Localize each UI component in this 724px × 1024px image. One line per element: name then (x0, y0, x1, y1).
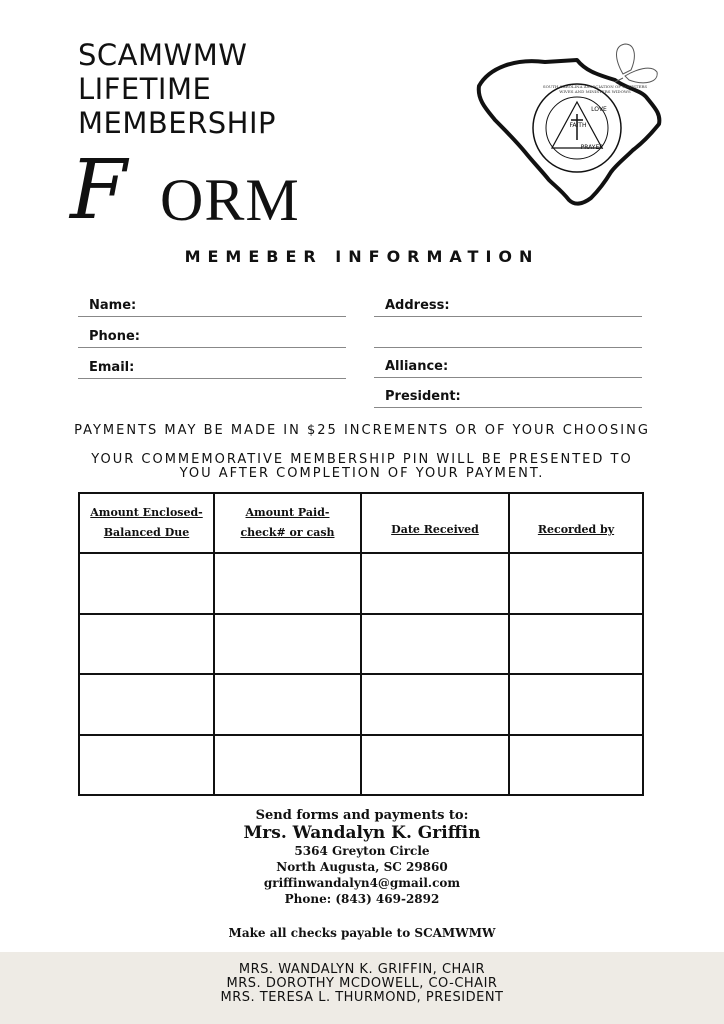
table-cell[interactable] (214, 553, 361, 613)
payment-table (78, 492, 644, 796)
col-amount-enclosed-header (79, 493, 214, 553)
col3-label: Date Received (391, 523, 479, 537)
table-cell[interactable] (361, 735, 509, 795)
seal-word-prayer: PRAYER (580, 144, 604, 151)
table-cell[interactable] (361, 553, 509, 613)
col1-line1: Amount Enclosed- (90, 506, 203, 520)
seal-word-love: LOVE (591, 106, 607, 113)
email-line[interactable] (78, 378, 346, 379)
table-row (79, 674, 643, 734)
seal-ring-text: SOUTH CAROLINA ASSOCIATION OF MINISTERS WIVES AND MINISTERS WIDOWS (542, 84, 648, 94)
section-title: MEMEBER INFORMATION (184, 247, 540, 266)
footer-chair: MRS. WANDALYN K. GRIFFIN, CHAIR (238, 962, 486, 977)
send-heading: Send forms and payments to: (255, 808, 469, 823)
payments-notice: PAYMENTS MAY BE MADE IN $25 INCREMENTS OR OF YOUR CHOOSING (74, 423, 650, 438)
butterfly-icon (615, 44, 657, 83)
alliance-line[interactable] (374, 377, 642, 378)
phone-line[interactable] (78, 347, 346, 348)
table-cell[interactable] (509, 614, 643, 674)
address-label: Address: (385, 298, 450, 313)
table-cell[interactable] (509, 735, 643, 795)
title-line-2: LIFETIME (78, 72, 212, 106)
col-amount-paid-header (214, 493, 361, 553)
send-name: Mrs. Wandalyn K. Griffin (243, 823, 481, 843)
alliance-label: Alliance: (385, 359, 449, 374)
table-cell[interactable] (214, 674, 361, 734)
seal-word-faith: FAITH (569, 122, 587, 129)
form-title-rest: ORM (160, 167, 300, 233)
send-street: 5364 Greyton Circle (294, 844, 430, 858)
send-city: North Augusta, SC 29860 (276, 860, 448, 874)
table-cell[interactable] (79, 614, 214, 674)
email-label: Email: (89, 360, 135, 375)
table-cell[interactable] (214, 614, 361, 674)
table-cell[interactable] (509, 674, 643, 734)
title-line-1: SCAMWMW (78, 38, 248, 72)
col-recorded-by-header (509, 493, 643, 553)
table-header-row (79, 493, 643, 553)
col1-line2: Balanced Due (103, 526, 190, 540)
president-line[interactable] (374, 407, 642, 408)
table-cell[interactable] (79, 735, 214, 795)
checks-payable-note: Make all checks payable to SCAMWMW (228, 926, 496, 940)
table-cell[interactable] (214, 735, 361, 795)
table-cell[interactable] (509, 553, 643, 613)
table-row (79, 735, 643, 795)
table-cell[interactable] (79, 553, 214, 613)
send-email[interactable]: griffinwandalyn4@gmail.com (263, 876, 461, 890)
address-line-2[interactable] (374, 347, 642, 348)
col4-label: Recorded by (537, 523, 615, 537)
name-line[interactable] (78, 316, 346, 317)
table-row (79, 553, 643, 613)
footer-president: MRS. TERESA L. THURMOND, PRESIDENT (220, 990, 504, 1005)
form-script-letter: F (70, 143, 127, 238)
phone-label: Phone: (89, 329, 140, 344)
address-line-1[interactable] (374, 316, 642, 317)
pin-notice-line-2: YOU AFTER COMPLETION OF YOUR PAYMENT. (179, 466, 545, 481)
table-cell[interactable] (361, 674, 509, 734)
table-row (79, 614, 643, 674)
footer-co-chair: MRS. DOROTHY MCDOWELL, CO-CHAIR (226, 976, 498, 991)
name-label: Name: (89, 298, 137, 313)
table-cell[interactable] (79, 674, 214, 734)
pin-notice-line-1: YOUR COMMEMORATIVE MEMBERSHIP PIN WILL BE PRESENTED TO (91, 452, 633, 467)
col2-line1: Amount Paid- (245, 506, 330, 520)
title-line-3: MEMBERSHIP (78, 106, 276, 140)
table-cell[interactable] (361, 614, 509, 674)
send-phone: Phone: (843) 469-2892 (284, 892, 440, 906)
president-label: President: (385, 389, 461, 404)
col-date-received-header (361, 493, 509, 553)
col2-line2: check# or cash (240, 526, 335, 540)
